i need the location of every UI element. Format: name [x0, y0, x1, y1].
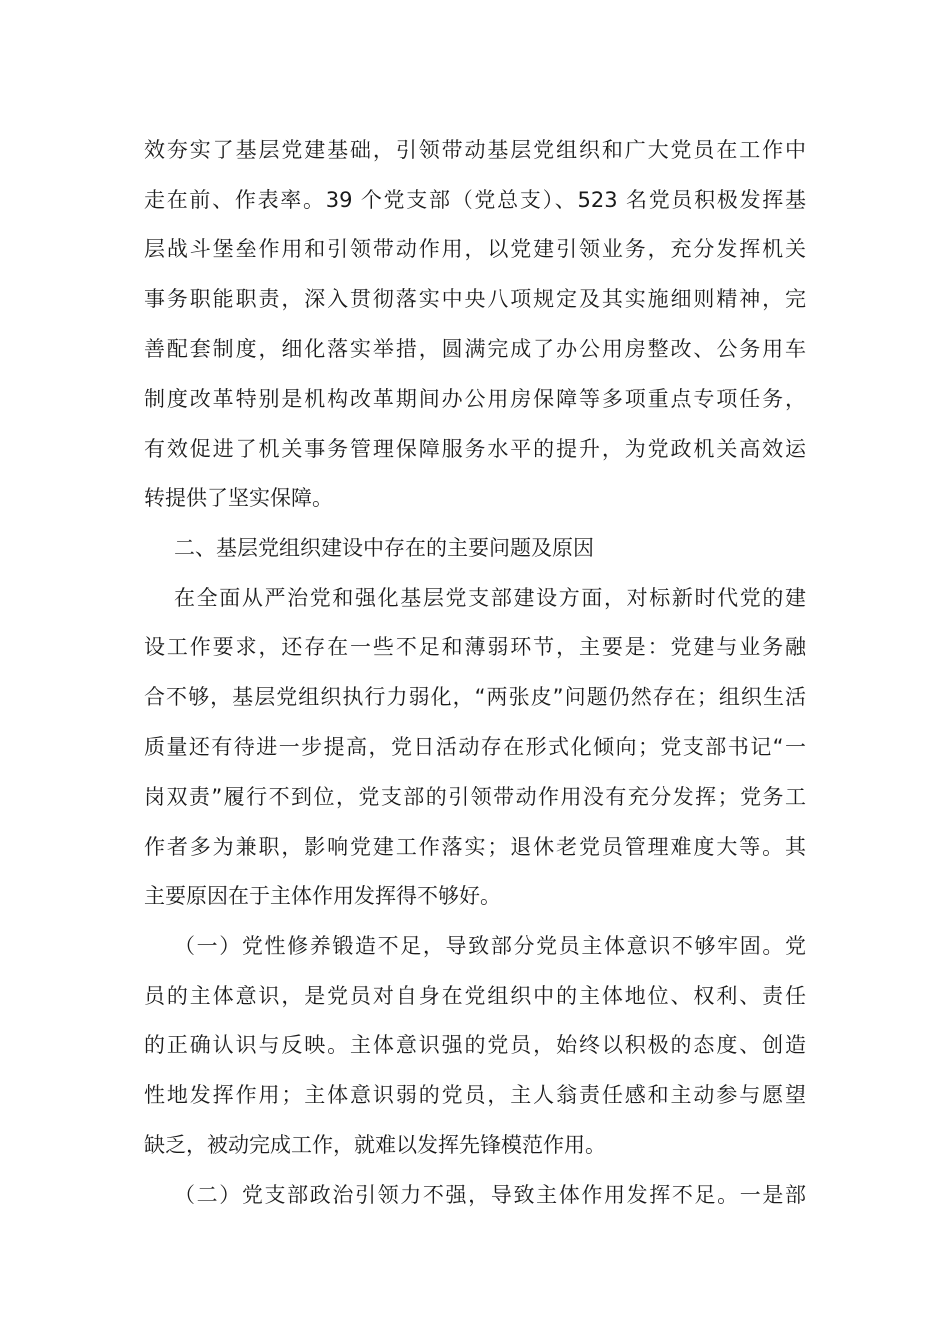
body-text-line: 性地发挥作用；主体意识弱的党员，主人翁责任感和主动参与愿望: [144, 1083, 806, 1107]
body-text-line: 设工作要求，还存在一些不足和薄弱环节，主要是：党建与业务融: [144, 635, 806, 659]
body-text-line: 事务职能职责，深入贯彻落实中央八项规定及其实施细则精神，完: [144, 287, 806, 311]
body-text-line: 主要原因在于主体作用发挥得不够好。: [144, 884, 501, 908]
body-text-line: 转提供了坚实保障。: [144, 486, 333, 510]
body-text-line: 层战斗堡垒作用和引领带动作用，以党建引领业务，充分发挥机关: [144, 237, 806, 261]
body-text-line: 效夯实了基层党建基础，引领带动基层党组织和广大党员在工作中: [144, 138, 806, 162]
paragraph-first-line: 在全面从严治党和强化基层党支部建设方面，对标新时代党的建: [174, 586, 806, 610]
paragraph-first-line: （一）党性修养锻造不足，导致部分党员主体意识不够牢固。党: [174, 934, 806, 958]
body-text-line: 走在前、作表率。39 个党支部（党总支）、523 名党员积极发挥基: [144, 188, 806, 212]
paragraph-first-line: （二）党支部政治引领力不强，导致主体作用发挥不足。一是部: [174, 1183, 806, 1207]
body-text-line: 缺乏，被动完成工作，就难以发挥先锋模范作用。: [144, 1133, 606, 1157]
body-text-line: 作者多为兼职，影响党建工作落实；退休老党员管理难度大等。其: [144, 835, 806, 859]
body-text-line: 质量还有待进一步提高，党日活动存在形式化倾向；党支部书记“一: [144, 735, 806, 759]
body-text-line: 制度改革特别是机构改革期间办公用房保障等多项重点专项任务，: [144, 387, 806, 411]
body-text-line: 善配套制度，细化落实举措，圆满完成了办公用房整改、公务用车: [144, 337, 806, 361]
body-text-line: 合不够，基层党组织执行力弱化，“两张皮”问题仍然存在；组织生活: [144, 685, 806, 709]
body-text-line: 有效促进了机关事务管理保障服务水平的提升，为党政机关高效运: [144, 437, 806, 461]
body-text-line: 岗双责”履行不到位，党支部的引领带动作用没有充分发挥；党务工: [144, 785, 806, 809]
section-heading: 二、基层党组织建设中存在的主要问题及原因: [174, 536, 594, 560]
body-text-line: 的正确认识与反映。主体意识强的党员，始终以积极的态度、创造: [144, 1033, 806, 1057]
body-text-line: 员的主体意识，是党员对自身在党组织中的主体地位、权利、责任: [144, 984, 806, 1008]
